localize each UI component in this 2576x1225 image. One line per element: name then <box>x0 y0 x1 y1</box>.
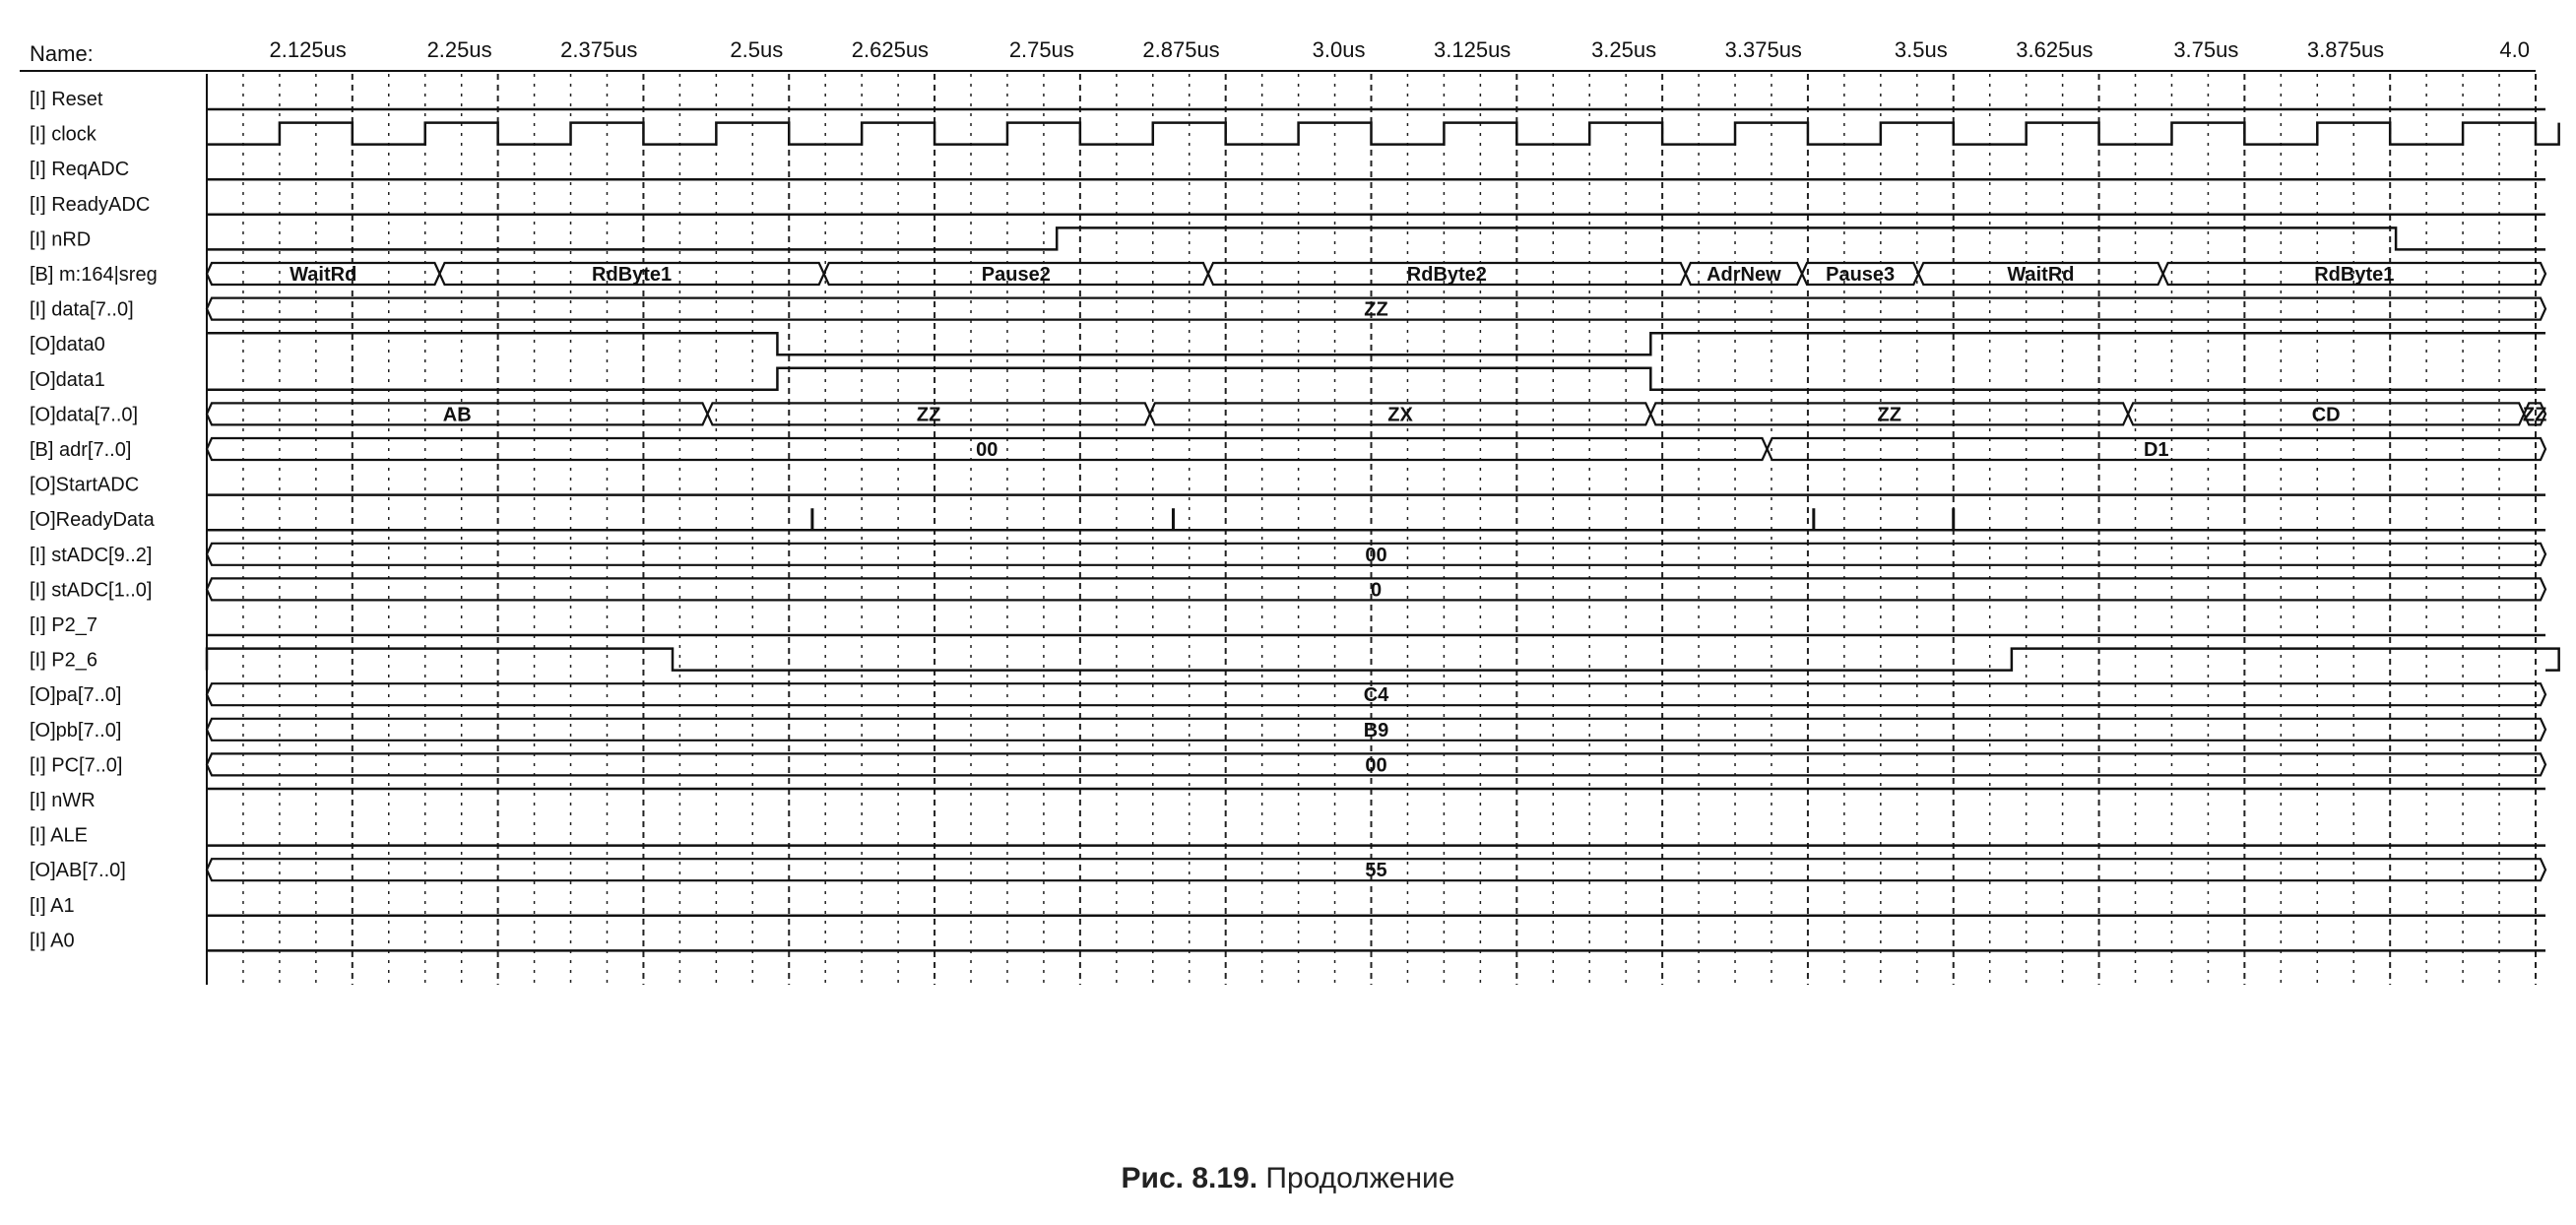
bus-value-label: RdByte1 <box>592 264 673 286</box>
bus-value-label: AdrNew <box>1707 264 1781 286</box>
waveform-8 <box>207 368 2545 390</box>
bus-value-label: Pause2 <box>981 264 1051 286</box>
signal-name: [I] clock <box>30 123 97 146</box>
signal-name: [I] data[7..0] <box>30 298 134 321</box>
waveform-22 <box>207 859 2545 881</box>
bus-value-label: ZZ <box>2522 404 2547 426</box>
bus-value-label: WaitRd <box>2007 264 2075 286</box>
bus-value-label: Pause3 <box>1826 264 1896 286</box>
waveform-7 <box>207 333 2545 355</box>
signal-name: [I] nRD <box>30 228 92 251</box>
signal-name: [I] PC[7..0] <box>30 754 123 777</box>
bit-trace <box>207 333 2545 355</box>
name-column-header: Name: <box>30 41 94 66</box>
bus-value-label: ZZ <box>1364 298 1388 321</box>
figure-caption-text: Продолжение <box>1265 1162 1455 1194</box>
bus-value-label: AB <box>442 404 472 426</box>
signal-name: [O]data1 <box>30 368 105 391</box>
waveform-10 <box>207 438 2545 461</box>
bit-trace <box>207 368 2545 390</box>
signal-name: [O]AB[7..0] <box>30 860 126 882</box>
waveforms <box>207 109 2559 950</box>
bus-value-label: 00 <box>1365 544 1387 566</box>
signal-name: [O]data0 <box>30 334 105 356</box>
waveform-6 <box>207 298 2545 321</box>
time-tick-label: 2.375us <box>560 37 638 62</box>
bus-value-label: RdByte1 <box>2314 264 2395 286</box>
signal-name: [B] m:164|sreg <box>30 264 158 286</box>
waveform-13 <box>207 544 2545 566</box>
signal-name: [I] ReadyADC <box>30 193 151 216</box>
signal-name: [O]pb[7..0] <box>30 719 122 741</box>
time-tick-label: 2.125us <box>269 37 347 62</box>
signal-name: [I] stADC[1..0] <box>30 579 153 602</box>
grid <box>20 71 2536 985</box>
bus-value-label: RdByte2 <box>1406 264 1487 286</box>
waveform-12 <box>207 508 2545 530</box>
waveform-18 <box>207 719 2545 741</box>
waveform-9 <box>207 403 2546 425</box>
signal-name: [I] stADC[9..2] <box>30 544 153 566</box>
waveform-19 <box>207 753 2545 776</box>
waveform-14 <box>207 578 2545 601</box>
clock-trace <box>207 123 2559 145</box>
time-tick-label: 2.5us <box>730 37 784 62</box>
bus-value-label: 55 <box>1365 860 1387 882</box>
bus-value-label: C4 <box>1363 684 1389 707</box>
bus-value-label: 00 <box>976 439 998 461</box>
time-tick-label: 3.25us <box>1591 37 1657 62</box>
time-tick-label: 2.625us <box>851 37 930 62</box>
time-tick-label: 3.375us <box>1724 37 1802 62</box>
bus-value-label: 00 <box>1365 754 1387 777</box>
bus-value-label: CD <box>2311 404 2341 426</box>
figure-number: Рис. 8.19. <box>1121 1162 1258 1194</box>
signal-name: [I] P2_6 <box>30 649 97 672</box>
bus-value-label: D1 <box>2143 439 2169 461</box>
waveform-5 <box>207 263 2545 286</box>
signal-name: [I] P2_7 <box>30 614 97 636</box>
time-tick-label: 3.625us <box>2016 37 2093 62</box>
time-tick-label: 2.75us <box>1008 37 1074 62</box>
signal-name: [I] nWR <box>30 790 96 811</box>
signal-name: [O]ReadyData <box>30 509 155 532</box>
time-tick-label: 3.0us <box>1312 37 1366 62</box>
signal-name: [I] A0 <box>30 930 75 952</box>
time-tick-label: 3.75us <box>2173 37 2239 62</box>
signal-names <box>30 89 158 951</box>
time-tick-label: 2.25us <box>426 37 492 62</box>
signal-name: [I] ReqADC <box>30 159 130 181</box>
signal-name: [B] adr[7..0] <box>30 439 132 461</box>
bus-value-label: WaitRd <box>290 264 357 286</box>
time-tick-label: 3.5us <box>1894 37 1948 62</box>
time-tick-label: 4.0 <box>2499 37 2530 62</box>
time-tick-label: 3.125us <box>1434 37 1512 62</box>
signal-name: [O]pa[7..0] <box>30 684 122 707</box>
bus-value-label: ZX <box>1387 404 1413 426</box>
figure-caption <box>0 1162 2576 1195</box>
signal-name: [I] A1 <box>30 894 75 917</box>
signal-name: [I] Reset <box>30 89 103 110</box>
bit-trace <box>207 227 2545 249</box>
time-tick-label: 3.875us <box>2306 37 2385 62</box>
time-axis <box>30 37 2530 66</box>
waveform-1 <box>207 123 2559 145</box>
bus-value-label: B9 <box>1363 719 1389 741</box>
signal-name: [O]StartADC <box>30 474 140 496</box>
waveform-4 <box>207 227 2545 249</box>
bus-value-label: ZZ <box>916 404 941 426</box>
bus-value-label: ZZ <box>1877 404 1901 426</box>
bit-trace <box>207 649 2559 671</box>
signal-name: [O]data[7..0] <box>30 404 139 426</box>
waveform-17 <box>207 683 2545 706</box>
signal-name: [I] ALE <box>30 824 88 847</box>
time-tick-label: 2.875us <box>1142 37 1220 62</box>
bus-value-label: 0 <box>1370 579 1383 602</box>
waveform-16 <box>207 649 2559 671</box>
